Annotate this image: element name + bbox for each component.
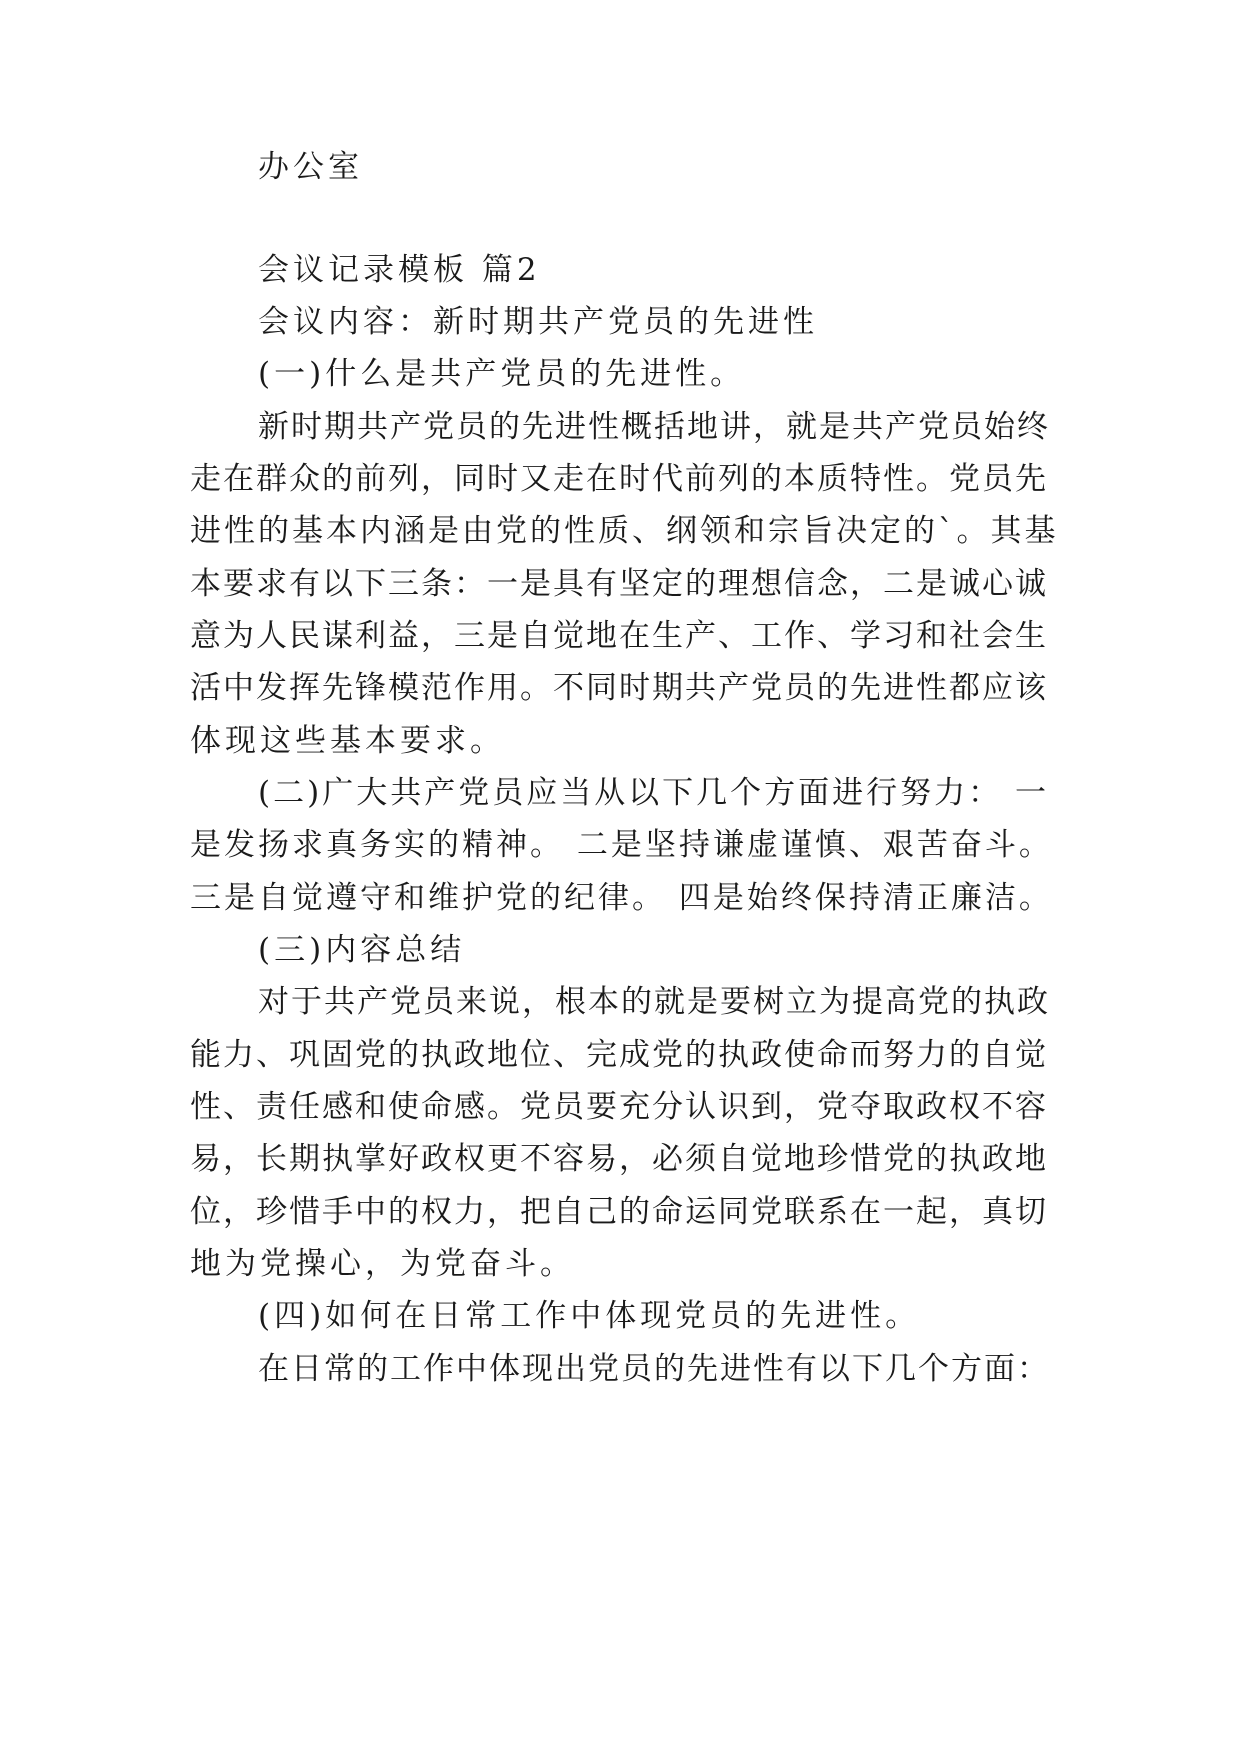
- part3-line-4: 易，长期执掌好政权更不容易，必须自觉地珍惜党的执政地: [190, 1141, 1048, 1177]
- part4-heading: (四)如何在日常工作中体现党员的先进性。: [258, 1298, 921, 1334]
- part3-line-2: 能力、巩固党的执政地位、完成党的执政使命而努力的自觉: [190, 1037, 1048, 1073]
- part2-line-2: 是发扬求真务实的精神。 二是坚持谦虚谨慎、艰苦奋斗。: [190, 827, 1053, 863]
- part1-line-2: 走在群众的前列，同时又走在时代前列的本质特性。党员先: [190, 461, 1048, 497]
- part4-intro: 在日常的工作中体现出党员的先进性有以下几个方面：: [258, 1351, 1050, 1387]
- section-title: 会议记录模板 篇2: [258, 252, 541, 288]
- meeting-topic: 会议内容：新时期共产党员的先进性: [258, 304, 818, 340]
- part3-line-3: 性、责任感和使命感。党员要充分认识到，党夺取政权不容: [190, 1089, 1048, 1125]
- part1-line-3: 进性的基本内涵是由党的性质、纲领和宗旨决定的`。其基: [190, 513, 1059, 549]
- part1-line-6: 活中发挥先锋模范作用。不同时期共产党员的先进性都应该: [190, 670, 1048, 706]
- part3-line-1: 对于共产党员来说，根本的就是要树立为提高党的执政: [258, 984, 1050, 1020]
- part3-line-5: 位，珍惜手中的权力，把自己的命运同党联系在一起，真切: [190, 1194, 1048, 1230]
- part1-line-1: 新时期共产党员的先进性概括地讲，就是共产党员始终: [258, 409, 1050, 445]
- part1-heading: (一)什么是共产党员的先进性。: [258, 356, 746, 392]
- office-label: 办公室: [258, 149, 363, 185]
- part2-line-3: 三是自觉遵守和维护党的纪律。 四是始终保持清正廉洁。: [190, 880, 1053, 916]
- part2-line-1: (二)广大共产党员应当从以下几个方面进行努力： 一: [258, 775, 1050, 811]
- part3-line-6: 地为党操心，为党奋斗。: [190, 1246, 575, 1282]
- part1-line-5: 意为人民谋利益，三是自觉地在生产、工作、学习和社会生: [190, 618, 1048, 654]
- part3-heading: (三)内容总结: [258, 932, 466, 968]
- part1-line-7: 体现这些基本要求。: [190, 723, 505, 759]
- part1-line-4: 本要求有以下三条：一是具有坚定的理想信念，二是诚心诚: [190, 566, 1048, 602]
